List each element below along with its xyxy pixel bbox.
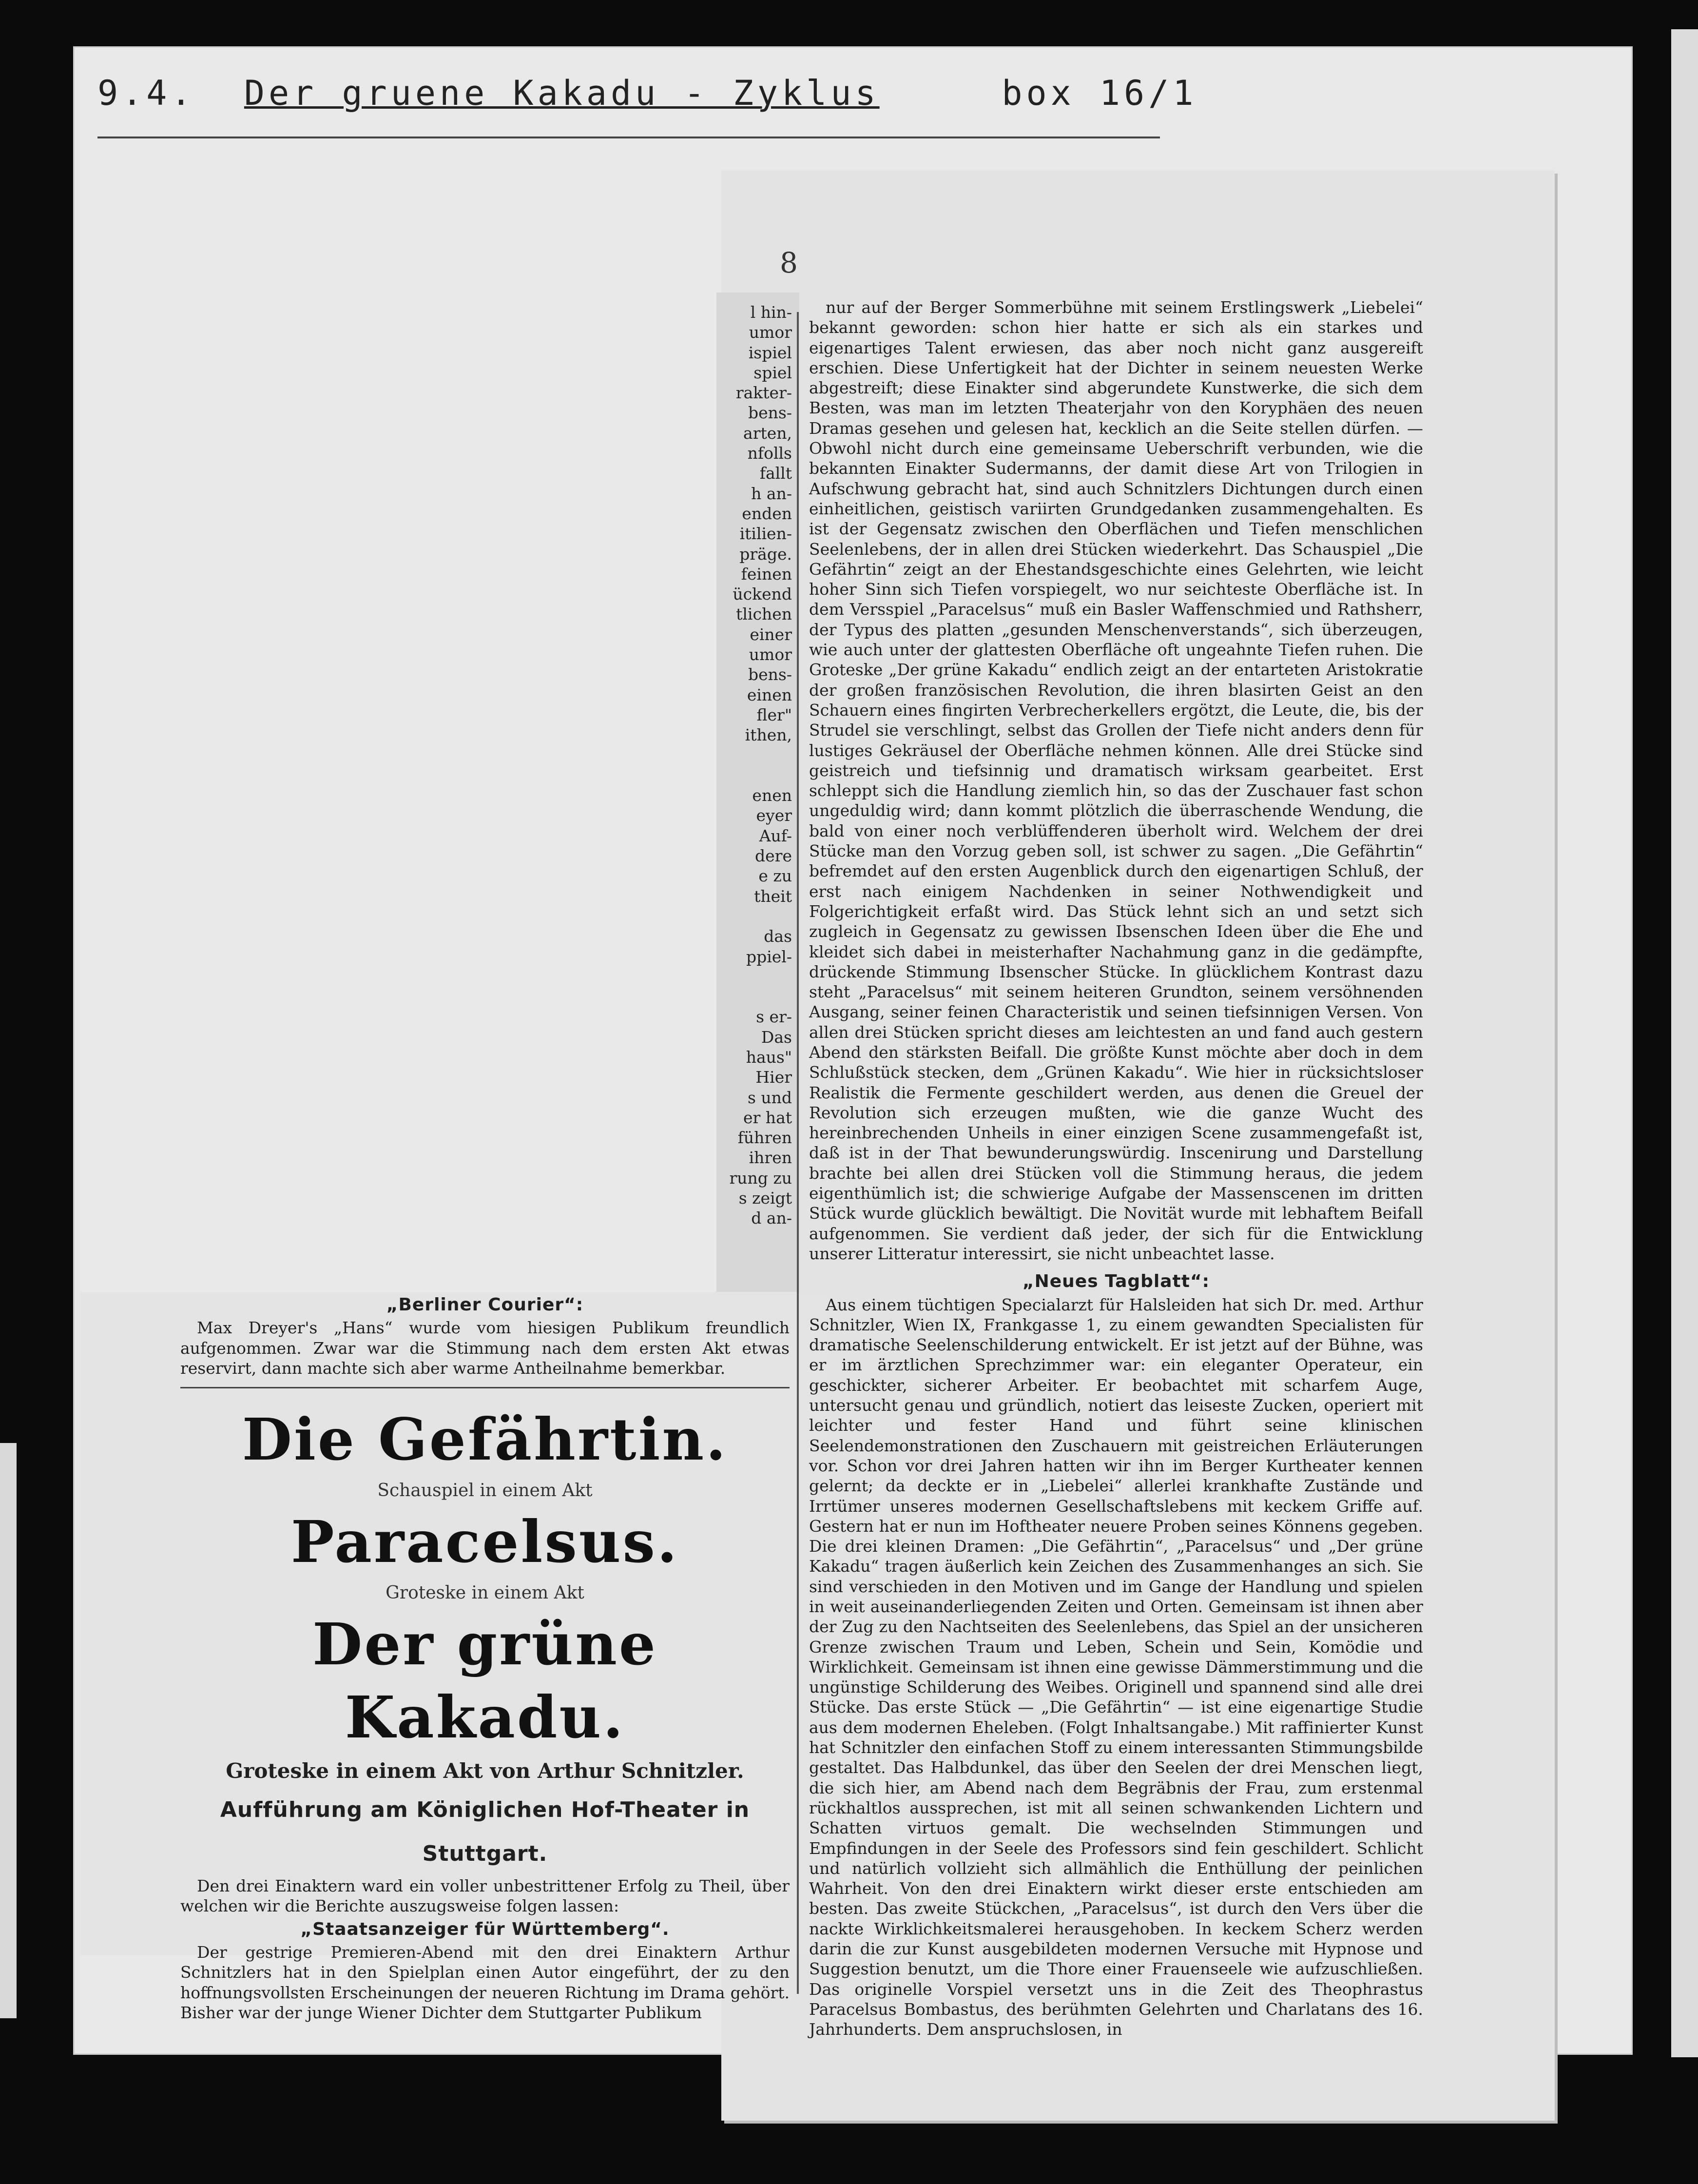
adjacent-sheet-edge [0,1443,17,2018]
fragment-line: itilien- [739,524,792,544]
fragment-line [726,987,792,1007]
fragment-line: nfolls [747,444,792,463]
fragment-line: präge. [739,544,792,564]
fragment-line: eyer [756,806,792,825]
fragment-line: Auf- [759,826,792,845]
play-subtitle: Schauspiel in einem Akt [377,1481,593,1501]
fragment-line: er hat [743,1108,792,1127]
divider [180,1387,790,1388]
fragment-line: theit [754,886,792,906]
fragment-line: e zu [758,866,792,886]
fragment-line: haus" [746,1047,792,1067]
fragment-line: Das [761,1027,792,1047]
fragment-line: s zeigt [738,1189,792,1208]
play-title: Paracelsus. [290,1508,679,1576]
fragment-line: bens- [748,665,792,684]
review-paragraph: Der gestrige Premieren-Abend mit den drei Einaktern Arthur Schnitzlers hat in den Spielplan einen Autor eingeführt, der zu den hoffnungsvollsten Erscheinungen der neueren Richtung im Drama gehört. Bisher war der junge Wiener Dichter dem Stuttgarter Publikum [180,1943,790,2022]
fragment-line [726,765,792,785]
fragment-line: das [764,927,792,946]
fragment-line: bens- [748,403,792,423]
fragment-line: s und [747,1088,792,1107]
fragment-line: tlichen [736,604,792,624]
fragment-line [726,745,792,765]
column-rule [797,312,799,1994]
fragment-line: l hin- [750,303,792,322]
section-title-staatsanzeiger: „Staatsanzeiger für Württemberg“. [300,1919,670,1939]
fragment-line: d an- [751,1209,792,1228]
fragment-line: einen [747,685,792,704]
play-title: Der grüne Kakadu. [312,1610,657,1752]
fragment-line: führen [737,1128,792,1148]
section-title-neues-tagblatt: „Neues Tagblatt“: [1022,1271,1210,1292]
fragment-line: h an- [751,484,792,503]
fragment-line: rung zu [729,1168,792,1188]
page-number: 8 [780,246,798,279]
fragment-line: umor [749,323,792,342]
fragment-line: ppiel- [746,947,792,966]
header-rule [97,136,1160,138]
torn-column-fragment [726,302,792,1228]
section-title-berliner-courier: „Berliner Courier“: [386,1295,584,1315]
review-paragraph: Aus einem tüchtigen Specialarzt für Halsleiden hat sich Dr. med. Arthur Schnitzler, Wien IX, Frankgasse 1, zu einem gewandten Specialisten für dramatische Seelenschilderung entwickelt. Er ist jetzt auf der Bühne, was er im ärztlichen Sprechzimmer war: ein eleganter Operateur, ein geschickter, sicherer Arbeiter. Er beobachtet mit scharfem Auge, untersucht genau und gründlich, notiert das leiseste Zucken, operiert mit leichter und fester Hand und führt seine klinischen Seelendemonstrationen den Zuschauern mit geistreichen Erläuterungen vor. Schon vor drei Jahren hatten wir ihn im Berger Kurtheater kennen gelernt; da deckte er in „Liebelei“ allerlei krankhafte Zustände und Irrtümer unseres modernen Gesellschaftslebens mit keckem Griffe auf. Gestern hat er nun im Hoftheater neuere Proben seines Könnens gegeben. Die drei kleinen Dramen: „Die Gefährtin“, „Paracelsus“ und „Der grüne Kakadu“ tragen äußerlich kein Zeichen des Zusammenhanges an sich. Sie sind verschieden in den Motiven und im Gange der Handlung und spielen in weit auseinanderliegenden Zeiten und Orten. Gemeinsam ist ihnen aber der Zug zu den Nachtseiten des Seelenlebens, das Spiel an der unsicheren Grenze zwischen Traum und Leben, Schein und Sein, Komödie und Wirklichkeit. Gemeinsam ist ihnen eine gewisse Dämmerstimmung und die ungünstige Schilderung des Weibes. Originell und spannend sind alle drei Stücke. Das erste Stück — „Die Gefährtin“ — ist eine eigenartige Studie aus dem modernen Eheleben. (Folgt Inhaltsangabe.) Mit raffinierter Kunst hat Schnitzler den einfachen Stoff zu einem interessanten Stimmungsbilde gestaltet. Das Halbdunkel, das über den Seelen der drei Menschen liegt, die sich hier, am Abend nach dem Begräbnis der Frau, zum erstenmal rückhaltlos aussprechen, ist mit all seinen schwankenden Lichtern und Schatten virtuos gemalt. Die wechselnden Stimmungen und Empfindungen in der Seele des Professors sind fein geschildert. Schlicht und natürlich vollzieht sich allmählich die Enthüllung der peinlichen Wahrheit. Von den drei Einaktern wirkt dieser erste entschieden am besten. Das zweite Stückchen, „Paracelsus“, ist durch den Vers über die nackte Wirklichkeitsmalerei herausgehoben. In keckem Scherz werden darin die zur Kunst ausgebildeten modernen Versuche mit Hypnose und Suggestion benutzt, um die Thore einer Frauenseele wie aufzuschließen. Das originelle Vorspiel versetzt uns in die Zeit des Theophrastus Paracelsus Bombastus, des berühmten Gelehrten und Charlatans des 16. Jahrhunderts. Dem anspruchslosen, in [809,1295,1423,2039]
folder-number: 9.4. [97,73,195,113]
performance-note: Aufführung am Königlichen Hof-Theater in Stuttgart. [220,1797,750,1867]
fragment-line: ihren [749,1148,792,1168]
fragment-line: feinen [741,564,792,584]
box-label: box 16/1 [1002,73,1197,113]
fragment-line: spiel [753,363,792,382]
review-paragraph: Max Dreyer's „Hans“ wurde vom hiesigen Publikum freundlich aufgenommen. Zwar war die Stimmung nach dem ersten Akt etwas reservirt, dann machte sich aber warme Antheilnahme bemerkbar. [180,1318,790,1378]
fragment-line: enden [742,504,792,523]
fragment-line: arten, [743,423,792,443]
fragment-line: enen [752,786,792,805]
fragment-line: Hier [755,1068,792,1087]
fragment-line: ispiel [748,343,792,362]
fragment-line: fallt [759,464,792,483]
fragment-line: umor [749,645,792,664]
fragment-line: ückend [733,585,792,604]
play-title: Die Gefährtin. [242,1405,728,1474]
fragment-line: einer [750,624,792,644]
fragment-line [726,967,792,987]
intro-paragraph: Den drei Einaktern ward ein voller unbestrittener Erfolg zu Theil, über welchen wir die Berichte auszugsweise folgen lassen: [180,1876,790,1916]
fragment-line: rakter- [735,383,792,403]
fragment-line: ithen, [745,725,792,745]
right-column [809,297,1423,2040]
fragment-line [726,906,792,926]
fragment-line: fler" [756,705,792,724]
fragment-line: s er- [756,1007,792,1027]
theatre-announcement [180,1403,790,1876]
play-subtitle: Groteske in einem Akt [386,1583,584,1603]
fragment-line: dere [755,846,792,866]
left-column [180,1292,790,2023]
adjacent-sheet-edge [1671,29,1698,2057]
author-credit: Groteske in einem Akt von Arthur Schnitzler. [226,1759,744,1783]
archive-header [97,73,1197,113]
review-paragraph: nur auf der Berger Sommerbühne mit seinem Erstlingswerk „Liebelei“ bekannt geworden: schon hier hatte er sich als ein starkes und eigenartiges Talent erwiesen, das aber noch nicht ganz ausgereift erschien. Diese Unfertigkeit hat der Dichter in seinem neuesten Werke abgestreift; diese Einakter sind abgerundete Kunstwerke, die sich dem Besten, was man im letzten Theaterjahr von den Koryphäen des neuen Dramas gesehen und gelesen hat, kecklich an die Seite stellen dürfen. — Obwohl nicht durch eine gemeinsame Ueberschrift verbunden, wie die bekannten Einakter Sudermanns, der damit diese Art von Trilogien in Aufschwung gebracht hat, sind auch Schnitzlers Dichtungen durch einen einheitlichen, geistisch variirten Grundgedanken zusammengehalten. Es ist der Gegensatz zwischen den Oberflächen und Tiefen menschlichen Seelenlebens, der in allen drei Stücken wiederkehrt. Das Schauspiel „Die Gefährtin“ zeigt an der Ehestandsgeschichte eines Gelehrten, wie leicht hoher Sinn sich Tiefen vorspiegelt, wo nur seichteste Oberfläche ist. In dem Versspiel „Paracelsus“ muß ein Basler Waffenschmied und Rathsherr, der Typus des platten „gesunden Menschenverstands“, sich überzeugen, wie auch unter der glattesten Oberfläche oft ungeahnte Tiefen ruhen. Die Groteske „Der grüne Kakadu“ endlich zeigt an der entarteten Aristokratie der großen französischen Revolution, die ihren blasirten Geist an den Schauern eines fingirten Verbrecherkellers ergötzt, die Leute, die, bis der Strudel sie verschlingt, selbst das Grollen der Tiefe nicht anders denn für lustiges Gekräusel der Oberfläche nehmen können. Alle drei Stücke sind geistreich und tiefsinnig und dramatisch wirksam gearbeitet. Erst schleppt sich die Handlung ziemlich hin, so das der Zuschauer fast schon ungeduldig wird; dann kommt plötzlich die überraschende Wendung, die bald von einer noch verblüffenderen überholt wird. Welchem der drei Stücke man den Vorzug geben soll, ist schwer zu sagen. „Die Gefährtin“ befremdet auf den ersten Augenblick durch den eigenartigen Schluß, der erst nach einigem Nachdenken in seiner Nothwendigkeit und Folgerichtigkeit erfaßt wird. Das Stück lehnt sich an und setzt sich zugleich in Gegensatz zu gewissen Ibsenschen Ideen über die Ehe und kleidet sich dabei in meisterhafter Nachahmung ganz in die gedämpfte, drückende Stimmung Ibsenscher Stücke. In glücklichem Kontrast dazu steht „Paracelsus“ mit seinem heiteren Grundton, seinem versöhnenden Ausgang, seiner feinen Characteristik und seinen tiefsinnigen Versen. Von allen drei Stücken spricht dieses am leichtesten an und fand auch gestern Abend den stärksten Beifall. Die größte Kunst möchte aber doch in dem Schlußstück stecken, dem „Grünen Kakadu“. Wie hier in rücksichtsloser Realistik die Fermente geschildert werden, aus denen die Greuel der Revolution sich erzeugen mußten, wie die ganze Wucht des hereinbrechenden Unheils in einer einzigen Scene zusammengefaßt ist, daß ist in der That bewunderungswürdig. Inscenirung und Darstellung brachte bei allen drei Stücken voll die Stimmung heraus, die jedem eigenthümlich ist; die schwierige Aufgabe der Massenscenen im dritten Stück wurde glücklich bewältigt. Die Novität wurde mit lebhaftem Beifall aufgenommen. Sie verdient daß jeder, der sich für die Entwicklung unserer Litteratur interessirt, sie nicht unbeachtet lasse. [809,298,1423,1263]
folder-title: Der gruene Kakadu - Zyklus [244,73,880,113]
